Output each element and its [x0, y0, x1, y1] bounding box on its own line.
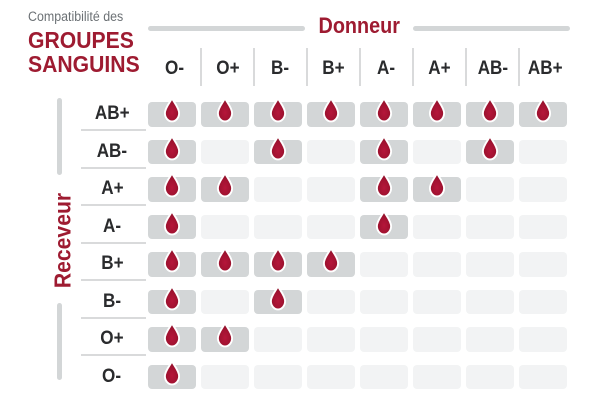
compat-cell-b-plus-from-b-plus [307, 252, 355, 277]
donor-col-header-o-plus: O+ [201, 50, 254, 88]
receiver-row-label-ab-minus: AB- [78, 140, 146, 178]
receiver-rule-bottom [57, 303, 62, 380]
grid-row-ab-plus [148, 102, 572, 140]
blood-drop-icon [163, 210, 182, 236]
compat-cell-o-plus-from-a-plus [413, 327, 461, 352]
receiver-label-column [78, 102, 146, 400]
compat-cell-b-minus-from-ab-plus [519, 290, 567, 315]
compat-cell-o-minus-from-a-plus [413, 365, 461, 390]
receiver-row-label-o-plus: O+ [78, 327, 146, 365]
compat-cell-a-minus-from-a-plus [413, 215, 461, 240]
compat-cell-b-plus-from-a-minus [360, 252, 408, 277]
blood-drop-icon [216, 97, 235, 123]
compat-cell-ab-plus-from-a-minus [360, 102, 408, 127]
compat-cell-o-minus-from-a-minus [360, 365, 408, 390]
compat-cell-ab-minus-from-ab-plus [519, 140, 567, 165]
compat-cell-b-minus-from-b-plus [307, 290, 355, 315]
blood-drop-icon [163, 322, 182, 348]
compat-cell-a-minus-from-a-minus [360, 215, 408, 240]
blood-drop-icon [269, 135, 288, 161]
compat-cell-ab-minus-from-a-minus [360, 140, 408, 165]
grid-row-a-minus [148, 215, 572, 253]
compat-cell-ab-minus-from-b-minus [254, 140, 302, 165]
compat-cell-b-plus-from-o-plus [201, 252, 249, 277]
compat-cell-ab-plus-from-ab-minus [466, 102, 514, 127]
grid-row-b-minus [148, 290, 572, 328]
donor-col-header-ab-minus: AB- [466, 50, 519, 88]
page-title-subtitle: Compatibilité des [28, 9, 124, 24]
compat-cell-a-plus-from-o-minus [148, 177, 196, 202]
compat-cell-ab-minus-from-o-plus [201, 140, 249, 165]
blood-drop-icon [269, 247, 288, 273]
receiver-row-label-ab-plus: AB+ [78, 102, 146, 140]
compat-cell-a-plus-from-ab-minus [466, 177, 514, 202]
compat-cell-o-minus-from-b-plus [307, 365, 355, 390]
donor-rule-left [148, 26, 305, 31]
grid-row-o-plus [148, 327, 572, 365]
compat-cell-ab-plus-from-a-plus [413, 102, 461, 127]
compat-cell-b-minus-from-o-plus [201, 290, 249, 315]
compat-cell-a-minus-from-b-minus [254, 215, 302, 240]
blood-drop-icon [216, 172, 235, 198]
compat-cell-o-minus-from-ab-minus [466, 365, 514, 390]
receiver-row-label-b-plus: B+ [78, 252, 146, 290]
grid-row-b-plus [148, 252, 572, 290]
compat-cell-o-plus-from-b-plus [307, 327, 355, 352]
compat-cell-b-plus-from-ab-minus [466, 252, 514, 277]
compat-cell-ab-minus-from-ab-minus [466, 140, 514, 165]
compatibility-grid [148, 102, 572, 400]
blood-drop-icon [269, 97, 288, 123]
page-title [28, 9, 149, 76]
donor-col-header-b-minus: B- [254, 50, 307, 88]
donor-header-row [148, 50, 572, 88]
compat-cell-o-plus-from-o-minus [148, 327, 196, 352]
compat-cell-a-minus-from-b-plus [307, 215, 355, 240]
donor-col-header-a-minus: A- [360, 50, 413, 88]
compat-cell-o-plus-from-o-plus [201, 327, 249, 352]
blood-drop-icon [375, 97, 394, 123]
blood-drop-icon [375, 210, 394, 236]
compat-cell-b-plus-from-b-minus [254, 252, 302, 277]
compat-cell-ab-plus-from-ab-plus [519, 102, 567, 127]
compat-cell-o-minus-from-b-minus [254, 365, 302, 390]
blood-drop-icon [163, 135, 182, 161]
grid-row-o-minus [148, 365, 572, 400]
blood-drop-icon [428, 97, 447, 123]
compat-cell-ab-plus-from-o-plus [201, 102, 249, 127]
receiver-row-label-b-minus: B- [78, 290, 146, 328]
page-title-line2: SANGUINS [28, 51, 140, 77]
blood-drop-icon [163, 97, 182, 123]
blood-drop-icon [375, 172, 394, 198]
blood-drop-icon [322, 247, 341, 273]
compat-cell-o-plus-from-a-minus [360, 327, 408, 352]
compat-cell-b-minus-from-ab-minus [466, 290, 514, 315]
donor-col-header-ab-plus: AB+ [519, 50, 572, 88]
compat-cell-a-minus-from-ab-minus [466, 215, 514, 240]
compat-cell-o-plus-from-b-minus [254, 327, 302, 352]
compat-cell-a-plus-from-o-plus [201, 177, 249, 202]
compat-cell-b-plus-from-o-minus [148, 252, 196, 277]
blood-drop-icon [428, 172, 447, 198]
blood-drop-icon [322, 97, 341, 123]
compat-cell-o-minus-from-o-minus [148, 365, 196, 390]
grid-row-a-plus [148, 177, 572, 215]
compat-cell-a-minus-from-o-plus [201, 215, 249, 240]
compat-cell-a-plus-from-b-minus [254, 177, 302, 202]
compat-cell-a-plus-from-a-minus [360, 177, 408, 202]
compat-cell-b-minus-from-o-minus [148, 290, 196, 315]
donor-col-header-o-minus: O- [164, 58, 184, 79]
compat-cell-b-plus-from-a-plus [413, 252, 461, 277]
compat-cell-ab-minus-from-a-plus [413, 140, 461, 165]
donor-col-header-a-plus: A+ [413, 50, 466, 88]
compat-cell-a-plus-from-ab-plus [519, 177, 567, 202]
blood-drop-icon [163, 247, 182, 273]
compat-cell-o-plus-from-ab-minus [466, 327, 514, 352]
compat-cell-ab-minus-from-b-plus [307, 140, 355, 165]
grid-row-ab-minus [148, 140, 572, 178]
donor-col-header-b-plus: B+ [307, 50, 360, 88]
compat-cell-b-minus-from-b-minus [254, 290, 302, 315]
donor-axis-label: Donneur [318, 13, 400, 38]
compat-cell-a-minus-from-ab-plus [519, 215, 567, 240]
blood-drop-icon [534, 97, 553, 123]
compat-cell-o-minus-from-o-plus [201, 365, 249, 390]
page-title-line1: GROUPES [28, 27, 134, 53]
blood-drop-icon [375, 135, 394, 161]
blood-drop-icon [481, 97, 500, 123]
compat-cell-b-minus-from-a-plus [413, 290, 461, 315]
compat-cell-ab-plus-from-b-plus [307, 102, 355, 127]
receiver-axis-label: Receveur [49, 192, 76, 289]
receiver-row-label-a-minus: A- [78, 215, 146, 253]
compat-cell-o-minus-from-ab-plus [519, 365, 567, 390]
receiver-row-label-a-plus: A+ [78, 177, 146, 215]
compat-cell-b-plus-from-ab-plus [519, 252, 567, 277]
blood-drop-icon [269, 285, 288, 311]
blood-drop-icon [163, 172, 182, 198]
compat-cell-a-plus-from-b-plus [307, 177, 355, 202]
compat-cell-ab-minus-from-o-minus [148, 140, 196, 165]
blood-drop-icon [481, 135, 500, 161]
compat-cell-ab-plus-from-o-minus [148, 102, 196, 127]
compat-cell-b-minus-from-a-minus [360, 290, 408, 315]
blood-drop-icon [216, 247, 235, 273]
compat-cell-ab-plus-from-b-minus [254, 102, 302, 127]
donor-rule-right [413, 26, 570, 31]
compat-cell-o-plus-from-ab-plus [519, 327, 567, 352]
blood-drop-icon [216, 322, 235, 348]
blood-drop-icon [163, 360, 182, 386]
blood-drop-icon [163, 285, 182, 311]
receiver-row-label-o-minus: O- [102, 365, 122, 387]
compat-cell-a-plus-from-a-plus [413, 177, 461, 202]
compat-cell-a-minus-from-o-minus [148, 215, 196, 240]
